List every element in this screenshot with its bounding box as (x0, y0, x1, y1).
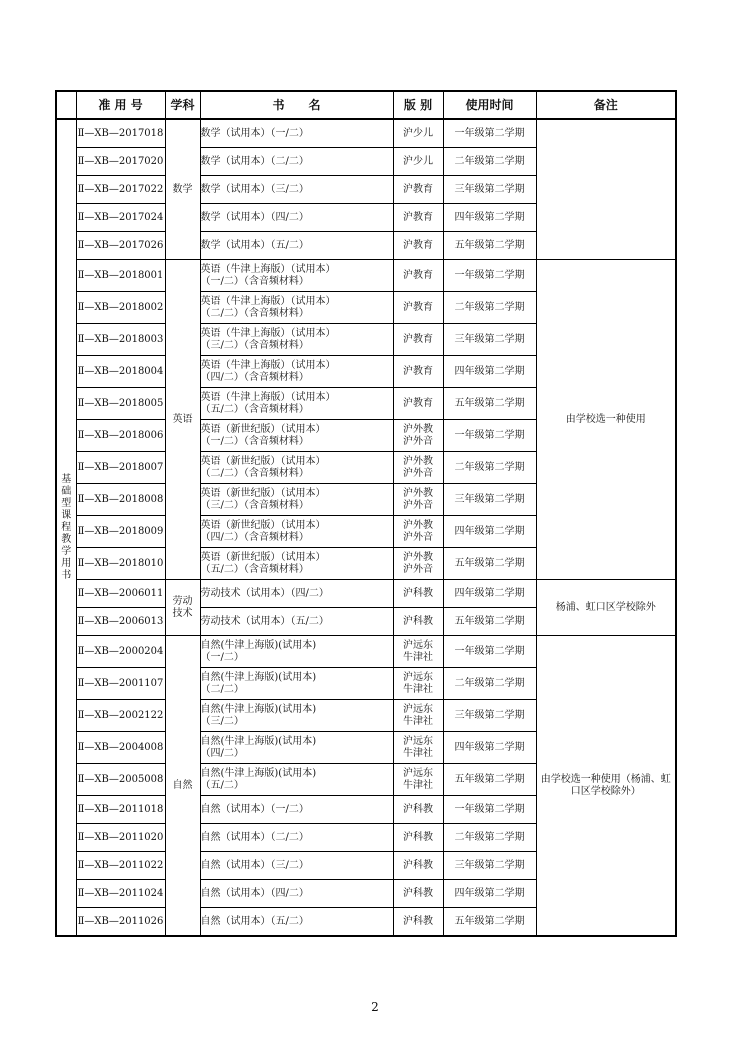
publisher-line: 牛津社 (403, 747, 433, 759)
header-blank (56, 91, 76, 119)
title-cell (200, 700, 393, 732)
title-cell (200, 908, 393, 937)
time-cell: 一年级第二学期 (443, 420, 536, 452)
publisher-line: 牛津社 (403, 651, 433, 663)
title-line: （一/二）（含音频材料） (200, 435, 309, 447)
publisher-cell (393, 420, 443, 452)
publisher-line: 沪科教 (403, 859, 433, 871)
publisher-line: 沪远东 (403, 767, 433, 779)
publisher-line: 沪外音 (403, 467, 433, 479)
publisher-line: 沪教育 (403, 239, 433, 251)
publisher-cell (393, 324, 443, 356)
publisher-cell (393, 880, 443, 908)
publisher-cell (393, 764, 443, 796)
publisher-cell (393, 260, 443, 292)
publisher-line: 沪科教 (403, 915, 433, 927)
publisher-line: 沪外音 (403, 499, 433, 511)
publisher-cell (393, 636, 443, 668)
table-row (56, 636, 676, 668)
title-line: （二/二）（含音频材料） (200, 307, 309, 319)
title-line: 自然（试用本）（二/二） (200, 831, 309, 843)
time-cell: 一年级第二学期 (443, 260, 536, 292)
publisher-line: 沪少儿 (403, 127, 433, 139)
title-line: 自然(牛津上海版)(试用本) (200, 703, 317, 715)
title-line: （三/二） (200, 715, 244, 727)
title-cell (200, 636, 393, 668)
publisher-line: 沪教育 (403, 211, 433, 223)
title-line: （三/二）（含音频材料） (200, 339, 309, 351)
title-line: 数学（试用本）（五/二） (200, 239, 309, 251)
title-cell (200, 148, 393, 176)
publisher-line: 牛津社 (403, 779, 433, 791)
publisher-cell (393, 148, 443, 176)
title-line: （五/二）（含音频材料） (200, 403, 309, 415)
code-cell: Ⅱ—XB—2018001 (76, 260, 165, 292)
code-cell: Ⅱ—XB—2004008 (76, 732, 165, 764)
publisher-cell (393, 388, 443, 420)
subject-cell (165, 260, 200, 580)
code-cell: Ⅱ—XB—2006011 (76, 580, 165, 608)
title-line: 自然(牛津上海版)(试用本) (200, 639, 317, 651)
publisher-cell (393, 732, 443, 764)
textbook-table (55, 90, 677, 937)
title-cell (200, 356, 393, 388)
title-cell (200, 880, 393, 908)
publisher-line: 沪外教 (403, 551, 433, 563)
note-cell: 由学校选一种使用 (536, 260, 676, 580)
title-line: 英语（新世纪版）（试用本） (200, 423, 326, 435)
title-line: 劳动技术（试用本）（四/二） (200, 587, 329, 599)
publisher-line: 沪远东 (403, 703, 433, 715)
title-line: （三/二）（含音频材料） (200, 499, 309, 511)
publisher-line: 牛津社 (403, 715, 433, 727)
publisher-line: 牛津社 (403, 683, 433, 695)
table-body (56, 119, 676, 936)
publisher-line: 沪科教 (403, 587, 433, 599)
publisher-cell (393, 292, 443, 324)
header-subject: 学科 (165, 91, 200, 119)
title-cell (200, 119, 393, 148)
time-cell: 五年级第二学期 (443, 232, 536, 260)
time-cell: 四年级第二学期 (443, 732, 536, 764)
publisher-line: 沪教育 (403, 269, 433, 281)
title-line: 英语（牛津上海版）（试用本） (200, 263, 336, 275)
title-cell (200, 260, 393, 292)
time-cell: 四年级第二学期 (443, 356, 536, 388)
subject-cell (165, 636, 200, 937)
time-cell: 五年级第二学期 (443, 608, 536, 636)
title-cell (200, 580, 393, 608)
time-cell: 三年级第二学期 (443, 484, 536, 516)
title-line: 自然（试用本）（四/二） (200, 887, 309, 899)
header-note: 备注 (536, 91, 676, 119)
title-cell (200, 204, 393, 232)
subject-label: 自然 (172, 779, 193, 791)
subject-label: 数学 (172, 183, 193, 195)
note-cell: 由学校选一种使用（杨浦、虹口区学校除外） (536, 636, 676, 937)
time-cell: 一年级第二学期 (443, 119, 536, 148)
title-line: 自然（试用本）（三/二） (200, 859, 309, 871)
publisher-cell (393, 824, 443, 852)
title-cell (200, 324, 393, 356)
header-publisher: 版 别 (393, 91, 443, 119)
title-line: （二/二）（含音频材料） (200, 467, 309, 479)
title-line: 数学（试用本）（四/二） (200, 211, 309, 223)
code-cell: Ⅱ—XB—2018008 (76, 484, 165, 516)
time-cell: 四年级第二学期 (443, 880, 536, 908)
code-cell: Ⅱ—XB—2005008 (76, 764, 165, 796)
code-cell: Ⅱ—XB—2017024 (76, 204, 165, 232)
publisher-cell (393, 176, 443, 204)
code-cell: Ⅱ—XB—2018009 (76, 516, 165, 548)
title-line: 英语（牛津上海版）（试用本） (200, 327, 336, 339)
title-cell (200, 420, 393, 452)
title-line: 英语（新世纪版）（试用本） (200, 487, 326, 499)
title-line: 劳动技术（试用本）（五/二） (200, 615, 329, 627)
title-line: 英语（牛津上海版）（试用本） (200, 359, 336, 371)
publisher-cell (393, 608, 443, 636)
publisher-cell (393, 516, 443, 548)
title-line: （五/二） (200, 779, 244, 791)
publisher-cell (393, 484, 443, 516)
time-cell: 三年级第二学期 (443, 176, 536, 204)
title-cell (200, 484, 393, 516)
time-cell: 五年级第二学期 (443, 908, 536, 937)
publisher-line: 沪远东 (403, 671, 433, 683)
publisher-cell (393, 668, 443, 700)
code-cell: Ⅱ—XB—2018010 (76, 548, 165, 580)
publisher-line: 沪外音 (403, 435, 433, 447)
time-cell: 五年级第二学期 (443, 388, 536, 420)
title-line: 数学（试用本）（二/二） (200, 155, 309, 167)
title-line: 数学（试用本）（一/二） (200, 127, 309, 139)
code-cell: Ⅱ—XB—2018003 (76, 324, 165, 356)
time-cell: 三年级第二学期 (443, 324, 536, 356)
time-cell: 五年级第二学期 (443, 764, 536, 796)
time-cell: 二年级第二学期 (443, 148, 536, 176)
subject-label: 劳动技术 (172, 595, 193, 619)
title-line: 自然(牛津上海版)(试用本) (200, 671, 317, 683)
time-cell: 三年级第二学期 (443, 700, 536, 732)
table-row (56, 580, 676, 608)
code-cell: Ⅱ—XB—2011022 (76, 852, 165, 880)
title-cell (200, 796, 393, 824)
publisher-line: 沪教育 (403, 301, 433, 313)
title-line: （二/二） (200, 683, 244, 695)
header-code: 准 用 号 (76, 91, 165, 119)
time-cell: 一年级第二学期 (443, 796, 536, 824)
table-row (56, 119, 676, 148)
publisher-cell (393, 119, 443, 148)
title-line: 英语（新世纪版）（试用本） (200, 519, 326, 531)
publisher-line: 沪教育 (403, 333, 433, 345)
subject-cell (165, 580, 200, 636)
code-cell: Ⅱ—XB—2000204 (76, 636, 165, 668)
title-line: 自然(牛津上海版)(试用本) (200, 735, 317, 747)
publisher-line: 沪外音 (403, 531, 433, 543)
title-line: 英语（新世纪版）（试用本） (200, 455, 326, 467)
code-cell: Ⅱ—XB—2011026 (76, 908, 165, 937)
title-line: （四/二）（含音频材料） (200, 531, 309, 543)
publisher-line: 沪外教 (403, 487, 433, 499)
subject-cell (165, 119, 200, 260)
publisher-cell (393, 908, 443, 937)
header-row (56, 91, 676, 119)
publisher-line: 沪科教 (403, 887, 433, 899)
publisher-line: 沪教育 (403, 183, 433, 195)
title-cell (200, 176, 393, 204)
publisher-cell (393, 852, 443, 880)
title-line: 英语（牛津上海版）（试用本） (200, 391, 336, 403)
publisher-line: 沪教育 (403, 365, 433, 377)
publisher-line: 沪外音 (403, 563, 433, 575)
title-line: 英语（新世纪版）（试用本） (200, 551, 326, 563)
publisher-line: 沪教育 (403, 397, 433, 409)
subject-label: 英语 (172, 413, 193, 425)
code-cell: Ⅱ—XB—2018002 (76, 292, 165, 324)
code-cell: Ⅱ—XB—2006013 (76, 608, 165, 636)
note-cell: 杨浦、虹口区学校除外 (536, 580, 676, 636)
code-cell: Ⅱ—XB—2018006 (76, 420, 165, 452)
time-cell: 三年级第二学期 (443, 852, 536, 880)
time-cell: 四年级第二学期 (443, 516, 536, 548)
code-cell: Ⅱ—XB—2011018 (76, 796, 165, 824)
publisher-cell (393, 232, 443, 260)
publisher-line: 沪远东 (403, 735, 433, 747)
title-cell (200, 452, 393, 484)
code-cell: Ⅱ—XB—2017020 (76, 148, 165, 176)
publisher-cell (393, 580, 443, 608)
header-title: 书 名 (200, 91, 393, 119)
code-cell: Ⅱ—XB—2018007 (76, 452, 165, 484)
code-cell: Ⅱ—XB—2018005 (76, 388, 165, 420)
title-line: （四/二） (200, 747, 244, 759)
title-line: 英语（牛津上海版）（试用本） (200, 295, 336, 307)
time-cell: 二年级第二学期 (443, 452, 536, 484)
title-cell (200, 824, 393, 852)
category-cell (56, 119, 76, 936)
publisher-cell (393, 204, 443, 232)
time-cell: 四年级第二学期 (443, 580, 536, 608)
title-line: 数学（试用本）（三/二） (200, 183, 309, 195)
publisher-line: 沪科教 (403, 803, 433, 815)
publisher-cell (393, 356, 443, 388)
title-cell (200, 668, 393, 700)
publisher-line: 沪科教 (403, 831, 433, 843)
title-line: （四/二）（含音频材料） (200, 371, 309, 383)
code-cell: Ⅱ—XB—2011020 (76, 824, 165, 852)
title-cell (200, 732, 393, 764)
title-line: （一/二）（含音频材料） (200, 275, 309, 287)
title-line: （五/二）（含音频材料） (200, 563, 309, 575)
code-cell: Ⅱ—XB—2017026 (76, 232, 165, 260)
publisher-line: 沪外教 (403, 423, 433, 435)
title-cell (200, 764, 393, 796)
code-cell: Ⅱ—XB—2017018 (76, 119, 165, 148)
publisher-cell (393, 796, 443, 824)
publisher-line: 沪外教 (403, 519, 433, 531)
time-cell: 一年级第二学期 (443, 636, 536, 668)
publisher-line: 沪远东 (403, 639, 433, 651)
page-number: 2 (371, 1000, 379, 1014)
title-line: 自然（试用本）（五/二） (200, 915, 309, 927)
title-cell (200, 548, 393, 580)
time-cell: 四年级第二学期 (443, 204, 536, 232)
title-line: 自然(牛津上海版)(试用本) (200, 767, 317, 779)
publisher-line: 沪外教 (403, 455, 433, 467)
title-cell (200, 608, 393, 636)
header-time: 使用时间 (443, 91, 536, 119)
note-cell (536, 119, 676, 260)
title-cell (200, 292, 393, 324)
code-cell: Ⅱ—XB—2011024 (76, 880, 165, 908)
time-cell: 五年级第二学期 (443, 548, 536, 580)
code-cell: Ⅱ—XB—2017022 (76, 176, 165, 204)
code-cell: Ⅱ—XB—2001107 (76, 668, 165, 700)
publisher-cell (393, 452, 443, 484)
publisher-cell (393, 700, 443, 732)
title-line: （一/二） (200, 651, 244, 663)
title-cell (200, 388, 393, 420)
title-cell (200, 852, 393, 880)
category-label: 基础型课程教学用书 (61, 473, 72, 581)
publisher-cell (393, 548, 443, 580)
time-cell: 二年级第二学期 (443, 292, 536, 324)
code-cell: Ⅱ—XB—2018004 (76, 356, 165, 388)
code-cell: Ⅱ—XB—2002122 (76, 700, 165, 732)
publisher-line: 沪少儿 (403, 155, 433, 167)
time-cell: 二年级第二学期 (443, 668, 536, 700)
table-row (56, 260, 676, 292)
time-cell: 二年级第二学期 (443, 824, 536, 852)
title-cell (200, 232, 393, 260)
title-line: 自然（试用本）（一/二） (200, 803, 309, 815)
publisher-line: 沪科教 (403, 615, 433, 627)
title-cell (200, 516, 393, 548)
